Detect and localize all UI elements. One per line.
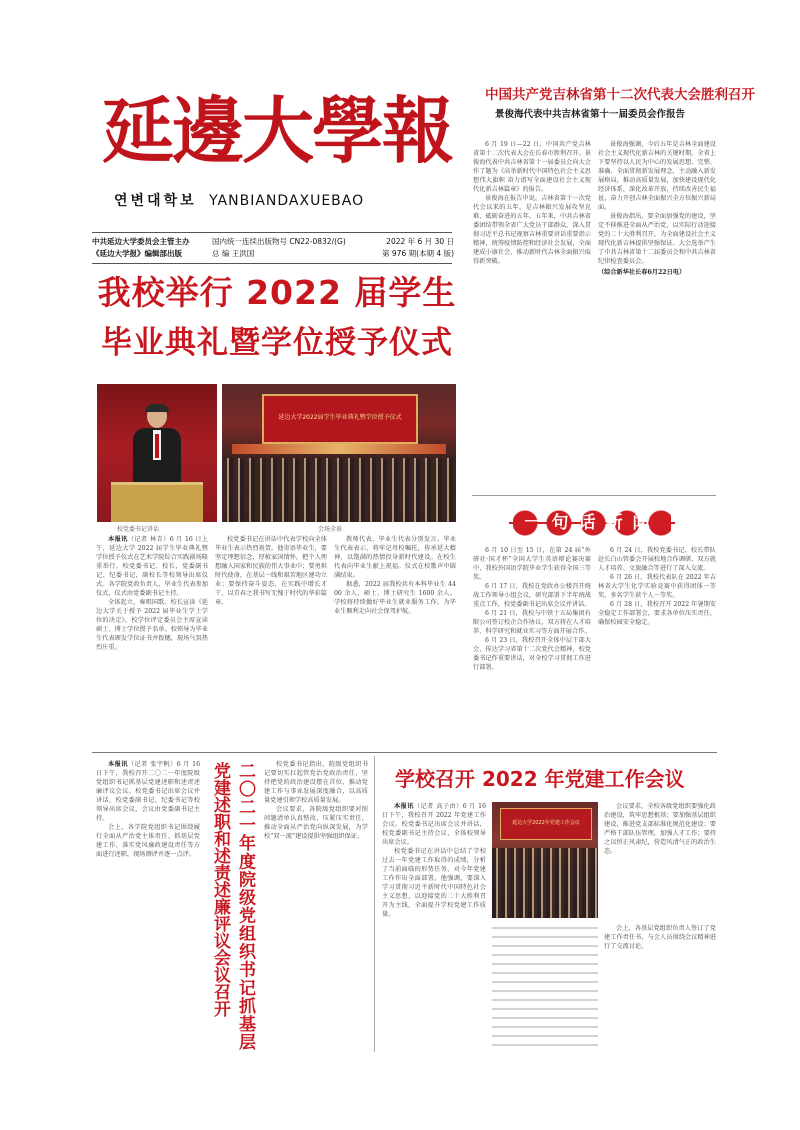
- top-right-divider: [472, 495, 716, 496]
- ceremony-col-1: [96, 535, 208, 743]
- party-meeting-p1: [382, 802, 486, 847]
- news-brief-title: [513, 507, 671, 539]
- top-right-source: （综合新华社长春6月22日电）: [598, 269, 686, 276]
- meeting-screen: [500, 808, 592, 840]
- top-right-col-2: [598, 140, 716, 488]
- serial-label: 国内统一连续出版物号: [212, 237, 287, 246]
- news-brief-p5: 6 月 24 日，我校党委书记、校长带队赴长白山管委会开展校地合作调研，双方就人才培养、文旅融合等进行了深入交流。: [598, 547, 716, 572]
- bottom-vertical-divider: [374, 756, 375, 1052]
- news-brief-p3: 6 月 21 日，我校与中铁十五局集团有限公司签订校企合作协议，双方将在人才培养、科学研究和就业实习等方面开展合作。: [473, 610, 591, 635]
- top-right-story-subtitle: 景俊海代表中共吉林省第十一届委员会作报告: [495, 109, 686, 120]
- editor-label: 总 编: [212, 249, 230, 258]
- news-brief-col-2: [598, 546, 716, 742]
- masthead-bottom-rule: [92, 263, 452, 264]
- party-meeting-text-lines-a: [492, 924, 598, 1048]
- masthead-subtitle-korean: 연변대학보: [114, 193, 197, 209]
- meeting-screen-text: 延边大学2022年党建工作会议: [512, 820, 580, 826]
- ceremony-p3: 校党委书记在讲话中代表学校向全体毕业生表示热烈祝贺。他寄语毕业生，要坚定理想信念，厚植家国情怀，把个人理想融入国家和民族的伟大事业中；要勇担时代使命，在基层一线和艰苦地区建功立业；要保持奋斗姿态，在实践中增长才干，以青春之我书写无愧于时代的华彩篇章。: [215, 536, 327, 606]
- venue-photo-caption: 会场全景: [318, 526, 343, 533]
- issue-number: 第 976 期(本期 4 版): [382, 249, 454, 258]
- party-meeting-col-3: [492, 924, 598, 1048]
- party-meeting-p1-text: 6 月 16 日下午，我校召开 2022 年党建工作会议。校党委书记出席会议并讲话，校党委副书记主持会议，全体校领导出席会议。: [382, 803, 486, 846]
- main-headline: [97, 268, 457, 376]
- podium: [111, 482, 203, 522]
- discipline-p2: 会上，各学院党组织书记围绕履行全面从严治党主体责任、抓基层党建工作、落实党风廉政建设责任等方面进行述职，现场测评并逐一点评。: [96, 824, 200, 858]
- party-meeting-p2: 校党委书记在讲话中总结了学校过去一年党建工作取得的成绩，分析了当前面临的形势任务，对今年党建工作作出全面部署。他强调，要深入学习贯彻习近平新时代中国特色社会主义思想，以迎接党的二十大胜利召开为主线，全面提升学校党建工作质量。: [382, 848, 486, 918]
- masthead-top-rule: [92, 232, 452, 233]
- party-meeting-photo: [492, 802, 598, 918]
- top-right-p1: 6 月 19 日—22 日，中国共产党吉林省第十二次代表大会在长春市胜利召开。景俊海代表中共吉林省第十一届委员会向大会作了题为《高举新时代中国特色社会主义思想伟大旗帜 奋力谱写全面建设社会主义现代化新吉林篇章》的报告。: [473, 141, 591, 193]
- party-meeting-headline: 学校召开 2022 年党建工作会议: [395, 767, 685, 791]
- news-brief-p4: 6 月 23 日，我校召开全体中层干部大会，传达学习省第十二次党代会精神，校党委书记作重要讲话，对全校学习贯彻工作进行部署。: [473, 637, 591, 671]
- ceremony-p1-text: 6 月 16 日上午，延边大学 2022 届学生毕业典礼暨学位授予仪式在艺术学院综合实践剧场隆重举行。校党委书记、校长，党委副书记、纪委书记，副校长等校领导出席仪式。各学院党政负责人、毕业生代表参加仪式，仪式由党委副书记主持。: [96, 536, 208, 597]
- news-brief-p2: 6 月 17 日，我校在党政办公楼召开统战工作领导小组会议，研究部署下半年统战重点工作，校党委副书记出席会议并讲话。: [473, 583, 591, 608]
- party-meeting-author: （记者 高子由）: [413, 803, 463, 810]
- top-right-p4: 景俊海指出，要全面加强党的建设，坚定不移推进全面从严治党，以实际行动迎接党的二十大胜利召开，为全面建设社会主义现代化新吉林提供坚强保证。大会选举产生了中共吉林省第十二届委员会和中共吉林省纪律检查委员会。: [598, 213, 716, 265]
- stage-lights: [232, 444, 446, 454]
- ceremony-p4: 教师代表、毕业生代表分别发言。毕业生代表表示，将牢记母校嘱托，传承延大精神，以饱满的热情投身新时代建设。在校生代表向毕业生献上祝福。仪式在校歌声中圆满结束。: [334, 536, 456, 579]
- sponsor-line-1: 中共延边大学委员会主管主办: [92, 237, 190, 246]
- sponsor-line-2: 《延边大学报》编辑部出版: [92, 249, 182, 258]
- news-brief-col-1: [473, 546, 591, 742]
- ceremony-p5: 据悉，2022 届我校共有本科毕业生 4400 余人，硕士、博士研究生 1600 余人。学校将持续做好毕业生就业服务工作，为毕业生顺利走向社会保驾护航。: [334, 581, 456, 615]
- party-meeting-col-2: [604, 802, 716, 918]
- discipline-lead: 本报讯: [108, 761, 128, 768]
- editor-name: 王洪国: [231, 249, 255, 258]
- stage-screen: [262, 394, 418, 444]
- news-brief-banner: [509, 507, 675, 539]
- discipline-headline: 二〇二一年度院级党组织书记抓基层党建述职和述责述廉评议会议召开: [210, 762, 255, 1050]
- ceremony-col-2: [215, 535, 327, 743]
- discipline-p4: 会议要求，各院级党组织要对照问题清单认真整改，压紧压实责任，推动全面从严治党向纵深发展，为学校“双一流”建设提供坚强组织保证。: [264, 806, 368, 840]
- masthead-info-bar: [92, 236, 452, 262]
- discipline-p1-text: 6 月 16 日下午，我校召开二〇二一年度院级党组织书记抓基层党建述职和述责述廉评议会议。校党委书记出席会议并讲话，校党委副书记、纪委书记等校领导出席会议，会议由党委副书记主持。: [96, 761, 200, 822]
- news-brief-p7: 6 月 28 日，我校召开 2022 年暑期安全稳定工作部署会，要求各单位压实责任，确保校园安全稳定。: [598, 601, 716, 626]
- meeting-audience: [492, 848, 598, 918]
- masthead-title: 延邊大學報: [102, 88, 453, 173]
- ceremony-author: （记者 林青）: [127, 536, 170, 543]
- main-headline-line1: 我校举行 2022 届学生: [97, 273, 457, 312]
- news-brief-title-text: 一句话新闻: [513, 507, 671, 539]
- party-meeting-p4: 会上，各基层党组织负责人签订了党建工作责任书，与会人员围绕会议精神进行了交流讨论。: [604, 925, 716, 950]
- ceremony-p2: 全体起立，奏唱国歌。校长宣读《延边大学关于授予 2022 届毕业生学士学位的决定》，校学位评定委员会主席宣读硕士、博士学位授予名单。校领导为毕业生代表颁发学位证书并拨穗，现场气氛热烈庄重。: [96, 599, 208, 651]
- masthead-subtitle: [114, 190, 444, 210]
- masthead-subtitle-pinyin: YANBIANDAXUEBAO: [209, 193, 365, 209]
- party-meeting-p3: 会议要求，全校各级党组织要强化政治建设，筑牢思想根基；要加强基层组织建设，推进党支部标准化规范化建设；要严格干部队伍管理，加强人才工作；要持之以恒正风肃纪，营造风清气正的政治生态。: [604, 803, 716, 855]
- ceremony-lead: 本报讯: [108, 536, 128, 543]
- stage-screen-text: 延边大学2022届学生毕业典礼暨学位授予仪式: [278, 414, 402, 421]
- discipline-col-1: [96, 760, 200, 1050]
- discipline-p1: [96, 760, 200, 823]
- news-brief-p1: 6 月 10 日至 15 日，在第 24 届“外研社·国才杯”全国大学生英语辩论赛决赛中，我校外国语学院毕业学生获得全国三等奖。: [473, 547, 591, 581]
- audience: [222, 458, 456, 522]
- serial-number: CN22-0832/(G): [289, 237, 346, 246]
- ceremony-col-3: [334, 535, 456, 743]
- party-meeting-col-1: [382, 802, 486, 1048]
- party-meeting-col-4: [604, 924, 716, 1048]
- discipline-p3: 校党委书记指出，院级党组织书记要切实扛起管党治党政治责任，坚持把党的政治建设摆在首位，推动党建工作与事业发展深度融合，以高质量党建引领学校高质量发展。: [264, 761, 368, 804]
- top-right-p2: 景俊海在报告中说，吉林省第十一次党代会以来的五年，是吉林振兴发展攻坚克难、砥砺奋进的五年。五年来，中共吉林省委团结带领全省广大党员干部群众，深入贯彻习近平总书记视察吉林重要讲话重要指示精神，统筹疫情防控和经济社会发展，全面建成小康社会，推动新时代吉林全面振兴取得新突破。: [473, 195, 591, 265]
- mid-page-divider: [92, 752, 717, 753]
- discipline-author: （记者 张宇帆）: [127, 761, 177, 768]
- speaker-photo-caption: 校党委书记讲话: [117, 526, 160, 533]
- top-right-story-title: 中国共产党吉林省第十二次代表大会胜利召开: [485, 87, 755, 103]
- venue-photo: [222, 384, 456, 522]
- top-right-col-1: [473, 140, 591, 488]
- main-headline-line2: 毕业典礼暨学位授予仪式: [101, 325, 453, 361]
- issue-date: 2022 年 6 月 30 日: [386, 237, 454, 246]
- news-brief-p6: 6 月 26 日，我校代表队在 2022 年吉林省大学生化学实验竞赛中获得团体一等奖，多名学生获个人一等奖。: [598, 574, 716, 599]
- speaker-photo: [97, 384, 217, 522]
- ceremony-p1: [96, 535, 208, 598]
- top-right-p3: 景俊海强调，今后五年是吉林全面建设社会主义现代化新吉林的关键时期。全省上下要坚持以人民为中心的发展思想，完整、准确、全面贯彻新发展理念，主动融入新发展格局，推动高质量发展，加快建设现代化经济体系，深化改革开放，持续改善民生福祉，奋力开创吉林全面振兴全方位振兴新局面。: [598, 141, 716, 211]
- party-meeting-lead: 本报讯: [394, 803, 414, 810]
- discipline-col-2: [264, 760, 368, 1050]
